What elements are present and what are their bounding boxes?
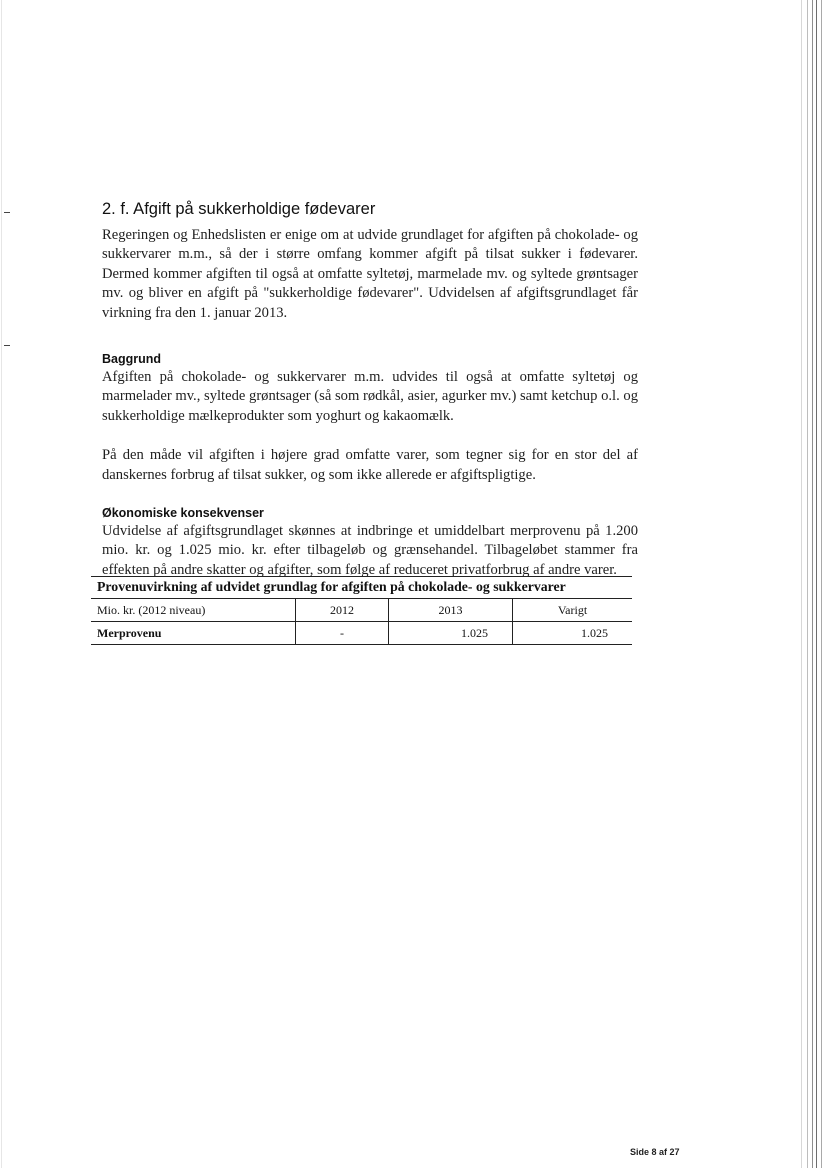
scan-margin-mark <box>4 345 10 346</box>
table-cell: 1.025 <box>513 622 633 645</box>
table-header-row <box>91 599 632 622</box>
table-cell: 1.025 <box>389 622 513 645</box>
scan-left-edge <box>1 0 2 1168</box>
table-header-cell: 2012 <box>296 599 389 622</box>
scan-right-edge <box>797 0 825 1168</box>
table-header-cell: Mio. kr. (2012 niveau) <box>91 599 296 622</box>
table-caption: Provenuvirkning af udvidet grundlag for afgiften på chokolade- og sukkervarer <box>91 577 632 599</box>
table-row-label: Merprovenu <box>91 622 296 645</box>
economics-heading: Økonomiske konsekvenser <box>102 506 264 521</box>
background-paragraph-2: På den måde vil afgiften i højere grad omfatte varer, som tegner sig for en stor del af danskernes forbrug af tilsat sukker, og som ikke allerede er afgiftspligtige. <box>102 447 638 483</box>
table-caption-row <box>91 577 632 599</box>
table-cell: - <box>296 622 389 645</box>
economics-paragraph: Udvidelse af afgiftsgrundlaget skønnes at indbringe et umiddelbart merprovenu på 1.200 mio. kr. og 1.025 mio. kr. efter tilbageløb og grænsehandel. Tilbageløbet stammer fra effekten på andre skatter og afgifter, som følge af reduceret privatforbrug af andre varer. <box>102 523 638 578</box>
page-number: Side 8 af 27 <box>630 1147 680 1157</box>
background-paragraph-1: Afgiften på chokolade- og sukkervarer m.m. udvides til også at omfatte syltetøj og marmelader mv., syltede grøntsager (så som rødkål, asier, agurker mv.) samt ketchup o.l. og sukkerholdige mælkeprodukter som yoghurt og kakaomælk. <box>102 369 638 424</box>
background-heading: Baggrund <box>102 352 162 367</box>
revenue-table <box>91 576 632 645</box>
document-body <box>102 198 638 580</box>
table-header-cell: 2013 <box>389 599 513 622</box>
scan-margin-mark <box>4 212 10 213</box>
section-title: 2. f. Afgift på sukkerholdige fødevarer <box>102 200 376 218</box>
intro-paragraph: Regeringen og Enhedslisten er enige om at udvide grundlaget for afgiften på chokolade- og sukkervarer m.m., så der i større omfang kommer afgift på tilsat sukker i fødevarer. Dermed kommer afgiften til også at omfatte syltetøj, marmelade mv. og syltede grøntsager mv. og bliver en afgift på "sukkerholdige fødevarer". Udvidelsen af afgiftsgrundlaget får virkning fra den 1. januar 2013. <box>102 227 638 321</box>
table-header-cell: Varigt <box>513 599 633 622</box>
table-row <box>91 622 632 645</box>
